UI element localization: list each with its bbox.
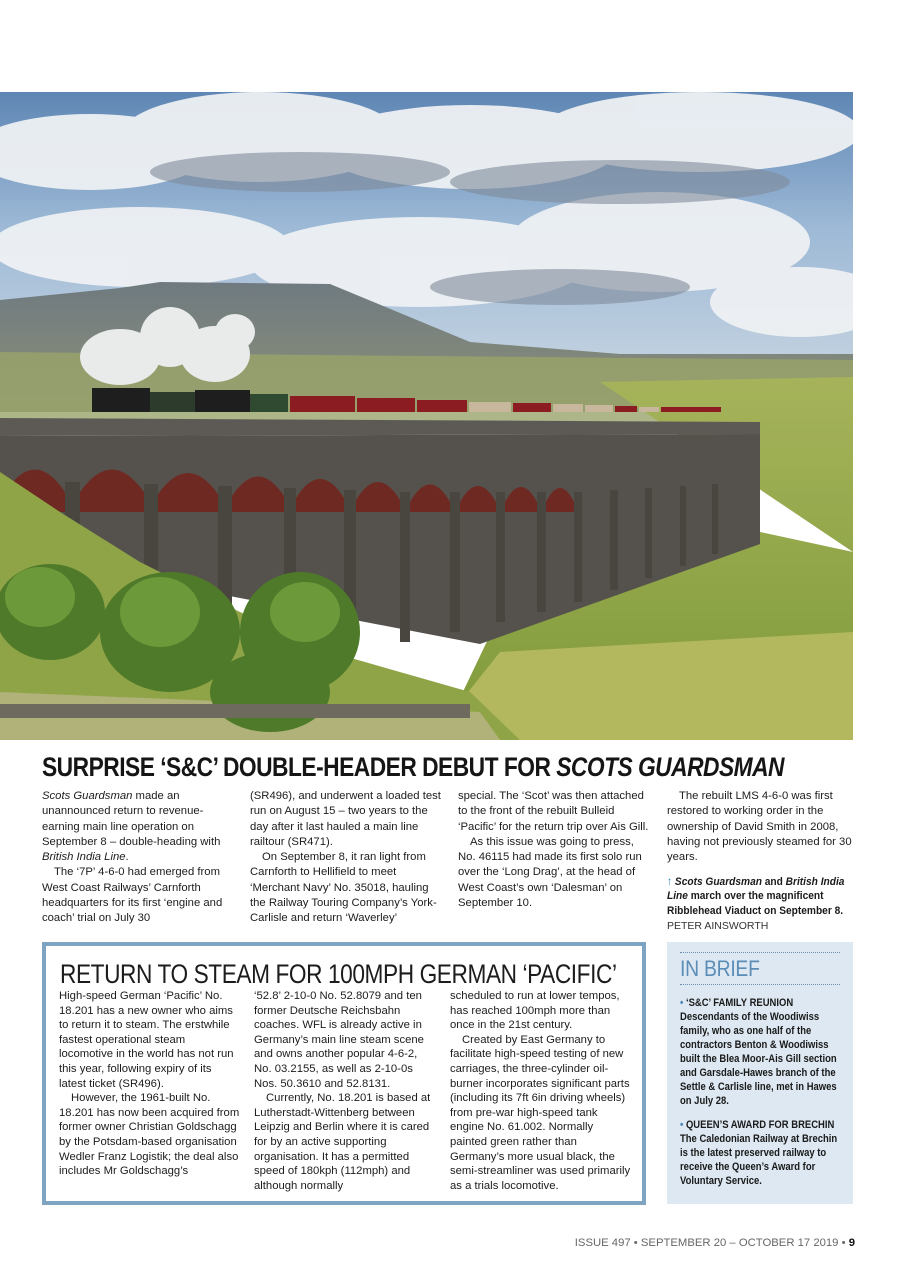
- pacific-news-box: [42, 942, 646, 1205]
- loco-name-italic-2: British India Line: [42, 851, 126, 864]
- article-headline: [42, 751, 784, 783]
- caption-italic-2: British India Line: [667, 876, 845, 903]
- box-col1-para1: High-speed German ‘Pacific’ No. 18.201 has a new owner who aims to return it to steam. The erstwhile fastest operational steam locomotive in the world has not run this year, following expiry of its latest ticket (SR496).: [59, 990, 234, 1090]
- caption-text: [667, 875, 856, 918]
- headline-italic: SCOTS GUARDSMAN: [556, 752, 784, 782]
- article-column-4: [667, 789, 853, 865]
- box-column-3: [450, 989, 632, 1193]
- box-column-2: [254, 989, 436, 1193]
- col1-p1-end: .: [125, 851, 129, 864]
- caption-italic-1: Scots Guardsman: [674, 876, 762, 888]
- photo-caption: [667, 875, 857, 933]
- photo-credit: PETER AINSWORTH: [667, 919, 769, 932]
- box-col3-para2: Created by East Germany to facilitate high-speed testing of new carriages, the three-cylinder oil-burner incorporates significant parts (including its 7ft 6in driving wheels) from pre-war high-speed tank engine No. 61.002. Normally painted green rather than Germany’s more usual black, the semi-streamliner was used primarily as a trials locomotive.: [450, 1033, 631, 1192]
- brief-item-heading: ‘S&C’ FAMILY REUNION: [685, 997, 794, 1009]
- caption-body: march over the magnificent Ribblehead Viaduct on September 8.: [667, 890, 844, 917]
- caption-and: and: [761, 876, 786, 888]
- article-col1-para2: The ‘7P’ 4-6-0 had emerged from West Coast Railways’ Carnforth headquarters for its first ‘engine and coach’ trial on July 30: [42, 866, 223, 925]
- bullet-icon: •: [680, 1119, 684, 1131]
- article-col4-para1: The rebuilt LMS 4-6-0 was first restored to working order in the ownership of David Smith in 2008, having not previously steamed for 30 years.: [667, 790, 852, 864]
- box-col3-para1: scheduled to run at lower tempos, has reached 100mph more than once in the 21st century.: [450, 990, 620, 1032]
- arrow-up-icon: ↑: [667, 876, 673, 888]
- divider: [680, 984, 840, 985]
- box-col2-para1: ‘52.8’ 2-10-0 No. 52.8079 and ten former Deutsche Reichsbahn coaches. WFL is already active in Germany’s main line steam scene and owns another popular 4-6-2, No. 03.2155, as well as 2-10-0s Nos. 50.3610 and 52.8131.: [254, 990, 424, 1090]
- article-col2-para2: On September 8, it ran light from Carnforth to Hellifield to meet ‘Merchant Navy’ No. 35018, hauling the Railway Touring Company’s York-Carlisle and return ‘Waverley’: [250, 851, 437, 925]
- issue-info: ISSUE 497 • SEPTEMBER 20 – OCTOBER 17 2019 •: [574, 1237, 849, 1249]
- brief-item-queens-award: [680, 1118, 843, 1188]
- page-footer: [575, 1237, 855, 1249]
- article-col3-para1: special. The ‘Scot’ was then attached to the front of the rebuilt Bulleid ‘Pacific’ for the return trip over Ais Gill.: [458, 790, 649, 833]
- loco-name-italic: Scots Guardsman: [42, 790, 133, 802]
- in-brief-panel: [667, 942, 853, 1204]
- page-number: 9: [848, 1237, 855, 1249]
- brief-item-family-reunion: [680, 996, 843, 1108]
- viaduct-photo: [0, 92, 853, 740]
- brief-item-heading: QUEEN’S AWARD FOR BRECHIN: [685, 1119, 835, 1131]
- article-column-1: [42, 789, 240, 927]
- article-column-3: [458, 789, 654, 911]
- article-col1-para1: [42, 789, 240, 865]
- box-col2-para2: Currently, No. 18.201 is based at Lutherstadt-Wittenberg between Leipzig and Berlin where it is cared for by an active supporting organisation. It has a permitted speed of 180kph (112mph) and although normally: [254, 1092, 431, 1192]
- divider: [680, 952, 840, 953]
- bullet-icon: •: [680, 997, 684, 1009]
- article-col2-para1: (SR496), and underwent a loaded test run on August 15 – two years to the day after it last hauled a main line railtour (SR471).: [250, 790, 441, 848]
- col1-p1-text: made an unannounced return to revenue-earning main line operation on September 8 – double-heading with: [42, 790, 221, 848]
- article-column-2: [250, 789, 446, 927]
- brief-item-text: Descendants of the Woodiwiss family, who as one half of the contractors Benton & Woodiwiss built the Blea Moor-Ais Gill section and Garsdale-Hawes branch of the Settle & Carlisle line, met in Hawes on July 28.: [680, 1011, 837, 1107]
- headline-main: SURPRISE ‘S&C’ DOUBLE-HEADER DEBUT FOR: [42, 752, 557, 782]
- box-column-1: [59, 989, 241, 1179]
- box-headline: RETURN TO STEAM FOR 100MPH GERMAN ‘PACIFIC’: [60, 959, 617, 989]
- in-brief-title: IN BRIEF: [680, 956, 760, 981]
- article-col3-para2: As this issue was going to press, No. 46115 had made its first solo run over the ‘Long Drag’, at the head of West Coast’s own ‘Dalesman’ on September 10.: [458, 835, 642, 910]
- box-col1-para2: However, the 1961-built No. 18.201 has now been acquired from former owner Christian Goldschagg by the Potsdam-based organisation Wedler Franz Logistik; the deal also includes Mr Goldschagg’s: [59, 1092, 240, 1178]
- brief-item-text: The Caledonian Railway at Brechin is the latest preserved railway to receive the Queen’s Award for Voluntary Service.: [680, 1133, 838, 1187]
